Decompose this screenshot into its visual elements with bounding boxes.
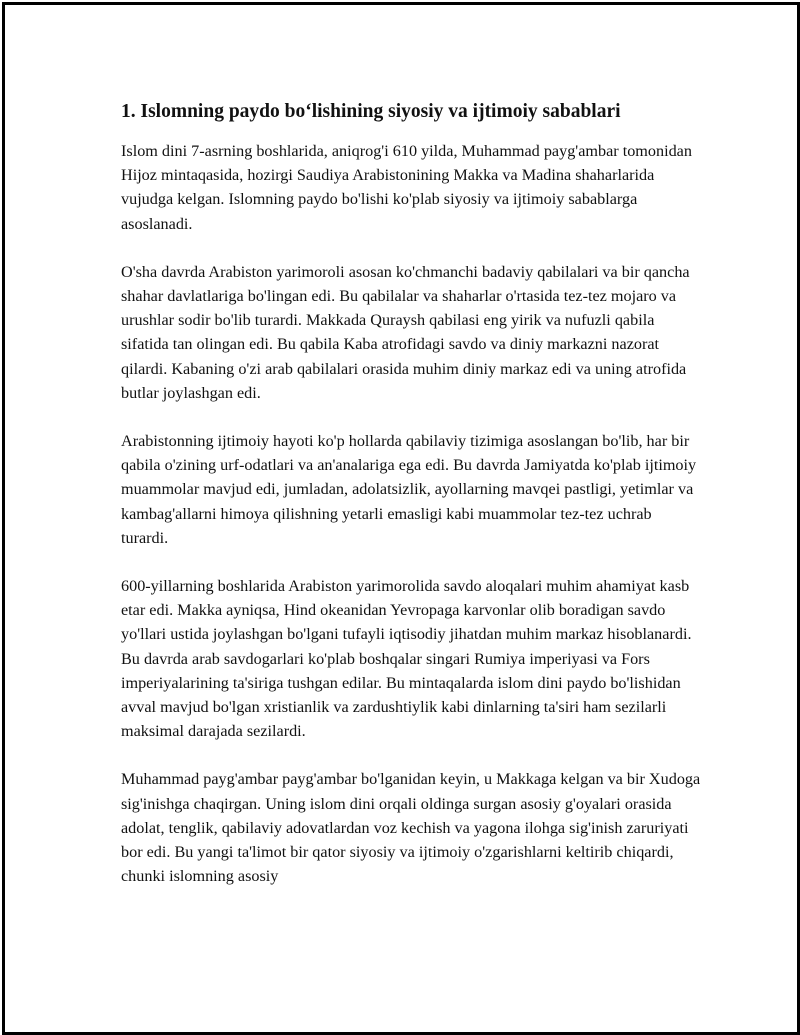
paragraph-3: Arabistonning ijtimoiy hayoti ko'p hollarda qabilaviy tizimiga asoslangan bo'lib, har bir qabila o'zining urf-odatlari va an'analariga ega edi. Bu davrda Jamiyatda ko'plab ijtimoiy muammolar mavjud edi, jumladan, adolatsizlik, ayollarning mavqei pastligi, yetimlar va kambag'allarni himoya qilishning yetarli emasligi kabi muammolar tez-tez uchrab turardi.	[121, 432, 697, 547]
section-heading: 1. Islomning paydo bo‘lishining siyosiy va ijtimoiy sabablari	[121, 101, 621, 122]
paragraph-2: O'sha davrda Arabiston yarimoroli asosan ko'chmanchi badaviy qabilalari va bir qancha shahar davlatlariga bo'lingan edi. Bu qabilalar va shaharlar o'rtasida tez-tez mojaro va urushlar sodir bo'lib turardi. Makkada Quraysh qabilasi eng yirik va nufuzli qabila sifatida tan olingan edi. Bu qabila Kaba atrofidagi savdo va diniy markazni nazorat qilardi. Kabaning o'zi arab qabilalari orasida muhim diniy markaz edi va uning atrofida butlar joylashgan edi.	[121, 262, 690, 402]
document-body	[121, 99, 701, 912]
paragraph-5: Muhammad payg'ambar payg'ambar bo'lganidan keyin, u Makkaga kelgan va bir Xudoga sig'inishga chaqirgan. Uning islom dini orqali oldinga surgan asosiy g'oyalari orasida adolat, tenglik, qabilaviy adovatlardan voz kechish va yagona ilohga sig'inish zaruriyati bor edi. Bu yangi ta'limot bir qator siyosiy va ijtimoiy o'zgarishlarni keltirib chiqardi, chunki islomning asosiy	[121, 770, 701, 886]
paragraph-1: Islom dini 7-asrning boshlarida, aniqrog'i 610 yilda, Muhammad payg'ambar tomonidan Hijoz mintaqasida, hozirgi Saudiya Arabistonining Makka va Madina shaharlarida vujudga kelgan. Islomning paydo bo'lishi ko'plab siyosiy va ijtimoiy sabablarga asoslanadi.	[121, 142, 692, 233]
page-frame	[2, 2, 800, 1035]
paragraph-4: 600-yillarning boshlarida Arabiston yarimorolida savdo aloqalari muhim ahamiyat kasb etar edi. Makka ayniqsa, Hind okeanidan Yevropaga karvonlar olib boradigan savdo yo'llari ustida joylashgan bo'lgani tufayli iqtisodiy jihatdan muhim markaz hisoblanardi. Bu davrda arab savdogarlari ko'plab boshqalar singari Rumiya imperiyasi va Fors imperiyalarining ta'siriga tushgan edilar. Bu mintaqalarda islom dini paydo bo'lishidan avval mavjud bo'lgan xristianlik va zardushtiylik kabi dinlarning ta'siri ham sezilarli maksimal darajada sezilardi.	[121, 577, 692, 741]
